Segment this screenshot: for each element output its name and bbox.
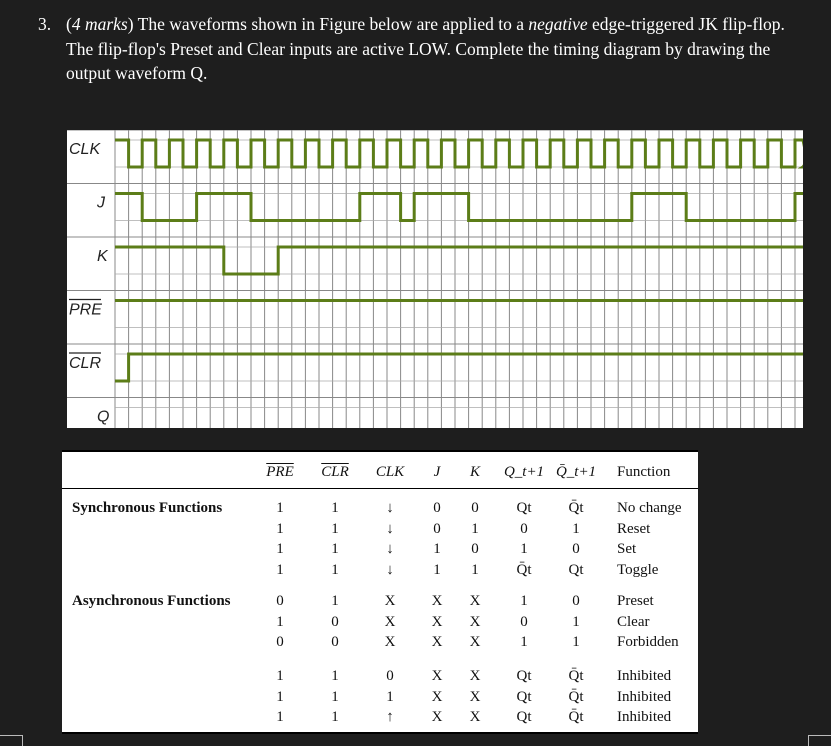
question-text (66, 12, 786, 86)
text-emph: negative (528, 14, 588, 34)
cell-j: 0 (433, 500, 441, 516)
cell-function: No change (617, 500, 682, 516)
cell-clk: X (384, 593, 396, 609)
cell-pre: 1 (276, 613, 284, 630)
cell-pre: 0 (276, 634, 284, 650)
cell-qt1: Qt (516, 668, 532, 684)
section-title: Synchronous Functions (72, 500, 223, 516)
corner-right (808, 735, 831, 746)
header-function: Function (617, 464, 671, 480)
cell-qt1: 1 (520, 634, 528, 650)
cell-j: 0 (433, 520, 441, 537)
corner-left (0, 735, 23, 746)
signal-label-k: K (97, 248, 108, 265)
cell-qbar-t1: Q̄t (568, 688, 584, 705)
cell-pre: 1 (276, 500, 284, 516)
header-qbar-t1: Q̄_t+1 (555, 464, 597, 480)
cell-clk: X (384, 613, 396, 630)
cell-qt1: 0 (520, 520, 528, 537)
cell-function: Preset (617, 593, 654, 609)
cell-qbar-t1: Q̄t (568, 668, 584, 684)
signal-label-clr: CLR (69, 355, 102, 372)
cell-clk: ↑ (386, 709, 394, 725)
table-top-rule (62, 450, 698, 452)
cell-k: 1 (471, 520, 479, 537)
cell-qbar-t1: 1 (572, 520, 580, 537)
cell-qt1: 1 (520, 541, 528, 557)
cell-function: Inhibited (617, 709, 672, 725)
cell-qbar-t1: Qt (568, 561, 584, 578)
cell-k: 0 (471, 500, 479, 516)
timing-diagram (67, 130, 803, 428)
header-pre: $\overline{PRE}$ (266, 464, 294, 480)
cell-qt1: 1 (520, 593, 528, 609)
cell-clr: 1 (331, 500, 339, 516)
cell-function: Toggle (617, 561, 659, 578)
cell-clr: 1 (331, 561, 339, 578)
cell-pre: 1 (276, 668, 284, 684)
cell-clr: 0 (331, 613, 339, 630)
cell-j: X (431, 613, 443, 630)
cell-clr: 1 (331, 520, 339, 537)
signal-label-pre: PRE (69, 301, 102, 319)
cell-clr: 0 (331, 634, 339, 650)
cell-qbar-t1: 1 (572, 634, 580, 650)
text-post: edge-triggered JK flip-flop. The flip-flop's Preset and Clear inputs are active LOW. Complete the timing diagram by drawing the output waveform Q. (66, 14, 785, 83)
cell-j: 1 (433, 541, 441, 557)
cell-function: Reset (617, 520, 651, 537)
cell-pre: 1 (276, 688, 284, 705)
cell-qbar-t1: 1 (572, 613, 580, 630)
marks: (4 marks) (66, 14, 134, 34)
cell-pre: 0 (276, 593, 284, 609)
cell-clr: 1 (331, 688, 339, 705)
cell-j: 1 (433, 561, 441, 578)
cell-j: X (431, 688, 443, 705)
cell-function: Inhibited (617, 668, 672, 684)
signal-label-j: J (97, 194, 105, 212)
table-header-rule (62, 488, 698, 489)
cell-j: X (431, 709, 443, 725)
cell-function: Inhibited (617, 688, 672, 705)
header-qt1: Q_t+1 (503, 464, 545, 480)
cell-qt1: Qt (516, 500, 532, 516)
cell-qt1: Qt (516, 688, 532, 705)
cell-k: X (469, 634, 481, 650)
cell-j: X (431, 634, 443, 650)
signal-label-q: Q (97, 408, 110, 426)
cell-j: X (431, 668, 443, 684)
cell-clk: X (384, 634, 396, 650)
section-title: Asynchronous Functions (72, 593, 231, 609)
header-clr: $\overline{CLR}$ (321, 464, 349, 480)
cell-pre: 1 (276, 709, 284, 725)
cell-clr: 1 (331, 709, 339, 725)
cell-clk: ↓ (386, 561, 394, 578)
cell-clk: 1 (386, 688, 394, 705)
cell-k: X (469, 613, 481, 630)
cell-qbar-t1: Q̄t (568, 500, 584, 516)
cell-j: X (431, 593, 443, 609)
cell-pre: 1 (276, 541, 284, 557)
cell-clk: 0 (386, 668, 394, 684)
cell-k: X (469, 593, 481, 609)
jk-truth-table (62, 450, 698, 734)
cell-clk: ↓ (386, 541, 394, 557)
header-j: J (433, 464, 441, 480)
cell-qt1: 0 (520, 613, 528, 630)
cell-k: X (469, 688, 481, 705)
cell-qbar-t1: Q̄t (568, 709, 584, 725)
cell-clr: 1 (331, 541, 339, 557)
cell-pre: 1 (276, 520, 284, 537)
header-clk: CLK (375, 464, 405, 480)
cell-k: 0 (471, 541, 479, 557)
cell-qt1: Q̄t (516, 561, 532, 578)
cell-clk: ↓ (386, 520, 394, 537)
question-number: 3. (38, 14, 52, 34)
table-bottom-rule (62, 732, 698, 734)
cell-function: Clear (617, 613, 650, 630)
cell-k: X (469, 668, 481, 684)
cell-function: Set (617, 541, 637, 557)
cell-qbar-t1: 0 (572, 541, 580, 557)
cell-qt1: Qt (516, 709, 532, 725)
cell-clk: ↓ (386, 500, 394, 516)
timing-background (67, 130, 803, 428)
cell-function: Forbidden (617, 634, 679, 650)
cell-clr: 1 (331, 593, 339, 609)
cell-clr: 1 (331, 668, 339, 684)
cell-pre: 1 (276, 561, 284, 578)
cell-qbar-t1: 0 (572, 593, 580, 609)
cell-k: X (469, 709, 481, 725)
text-pre: The waveforms shown in Figure below are applied to a (137, 14, 524, 34)
signal-label-clk: CLK (69, 141, 101, 158)
header-k: K (469, 464, 481, 480)
cell-k: 1 (471, 561, 479, 578)
